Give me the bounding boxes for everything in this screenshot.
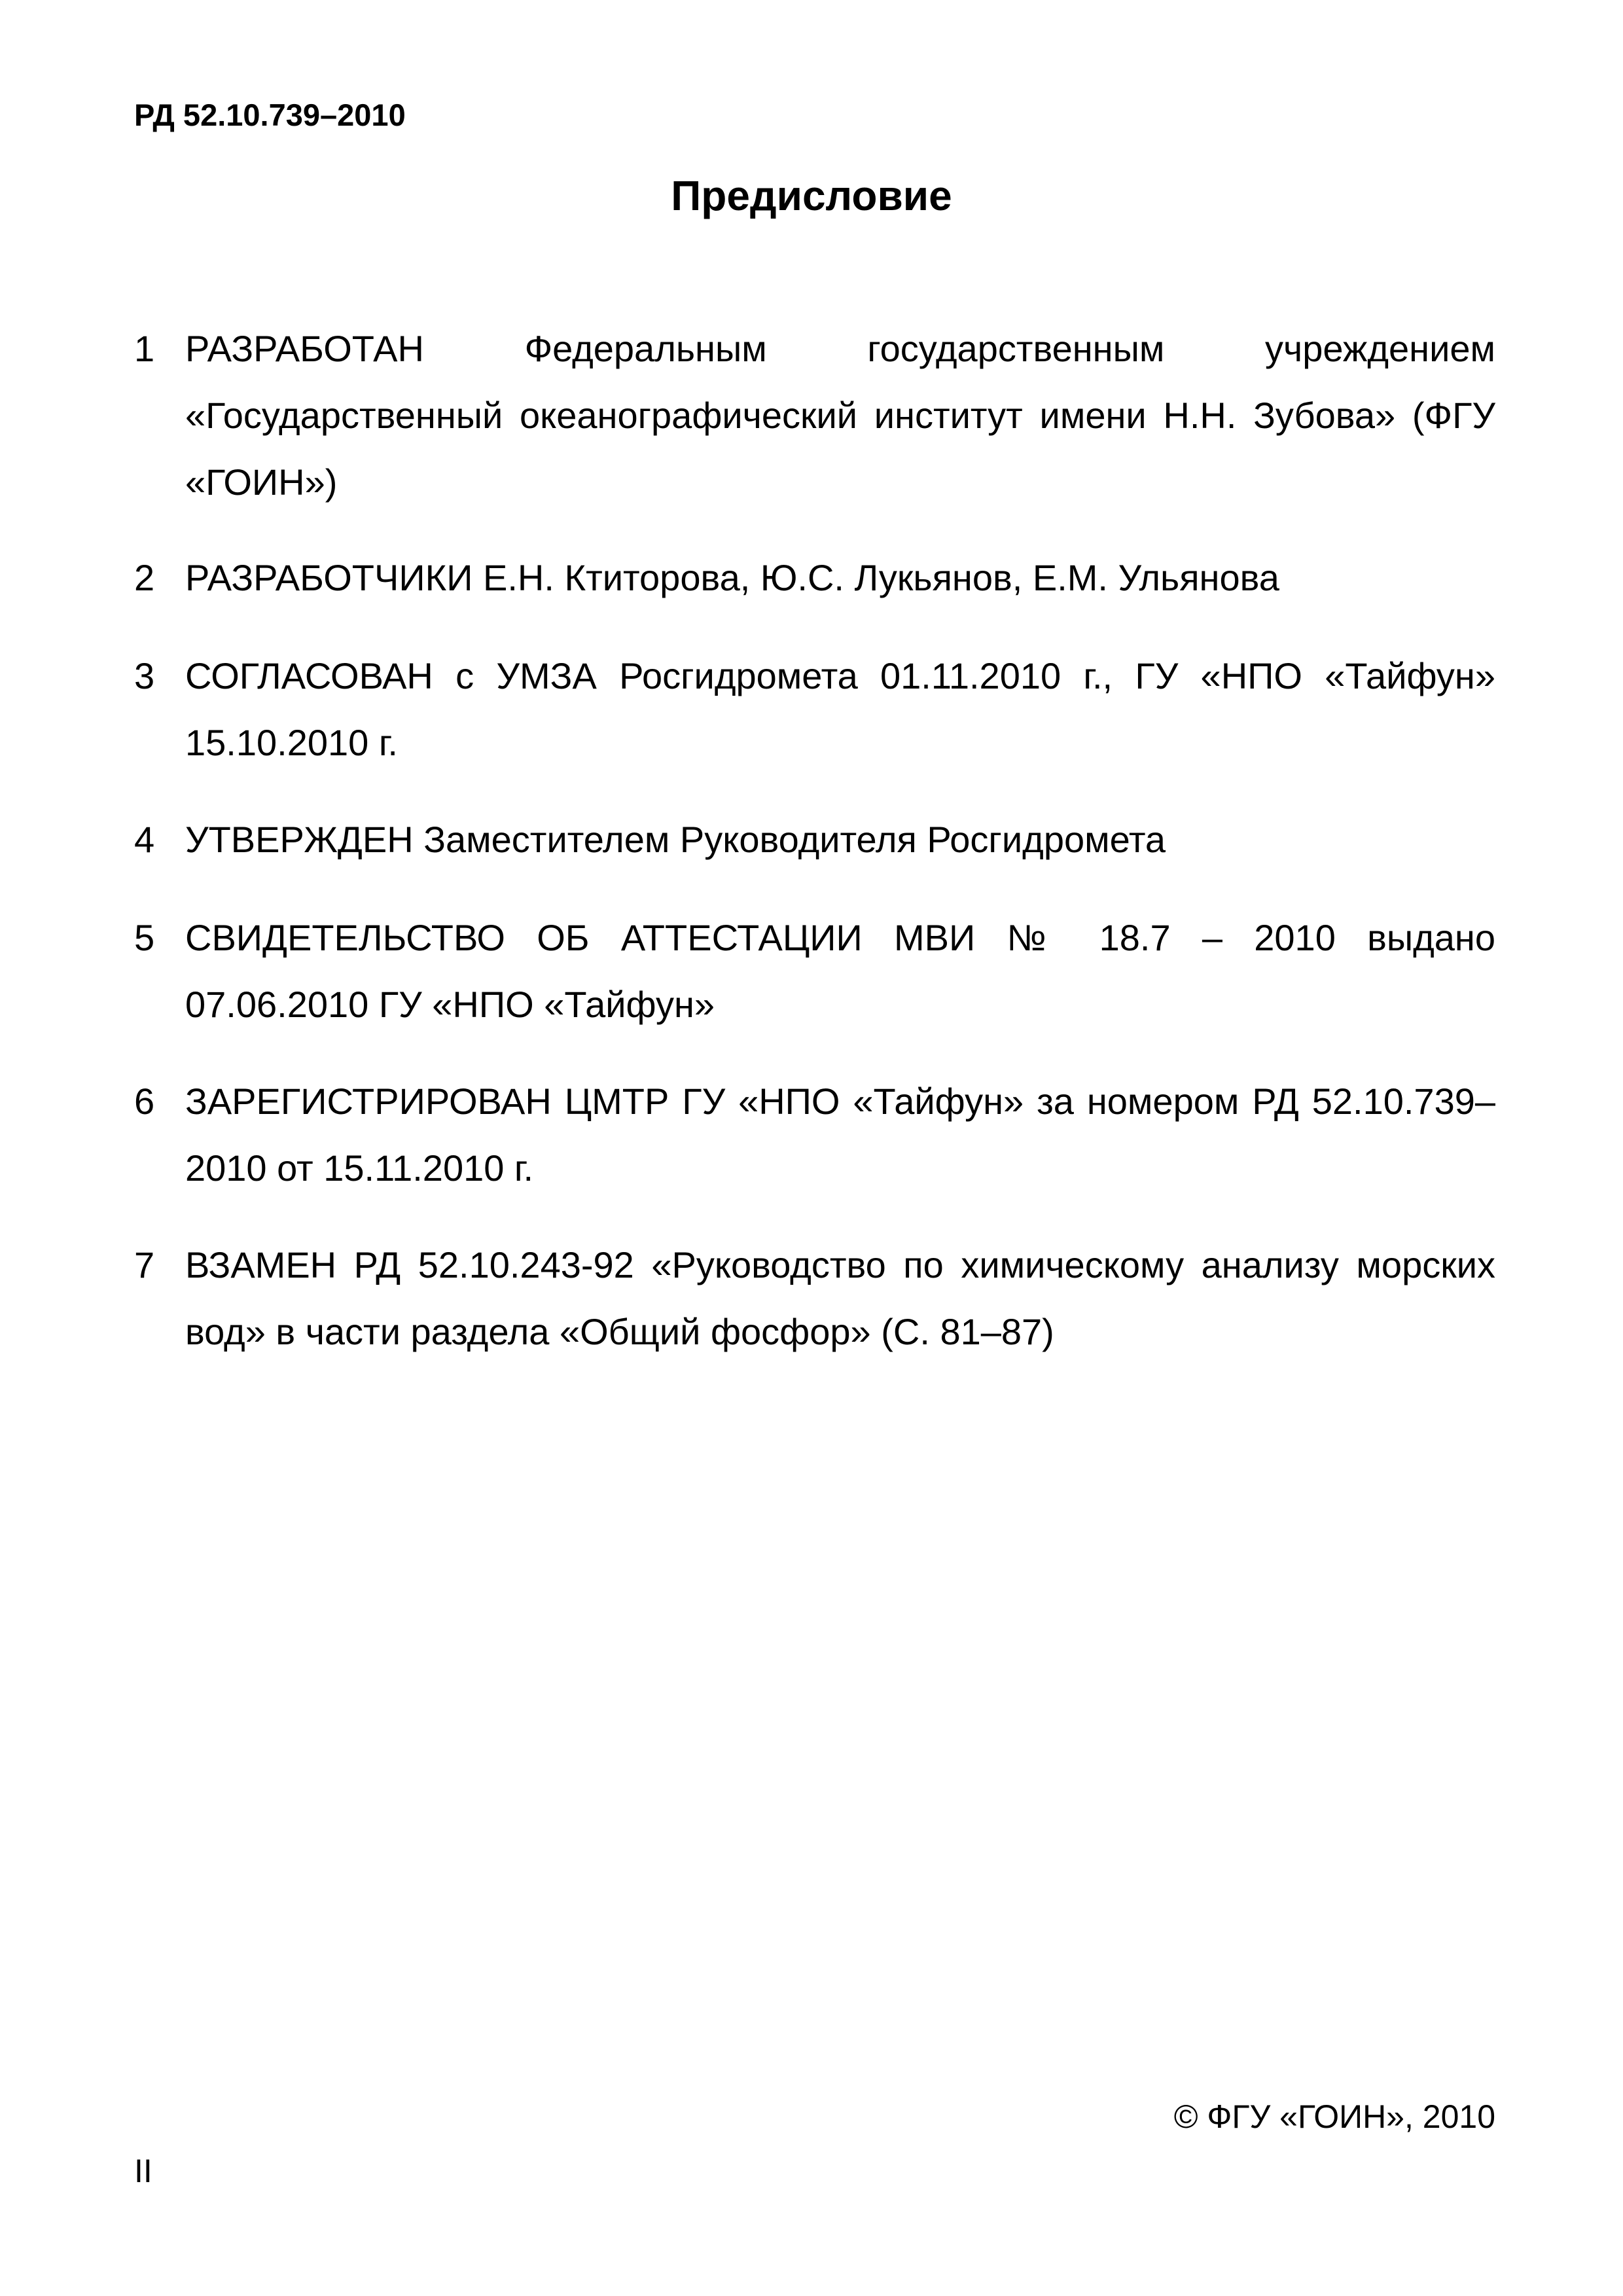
item-text: ВЗАМЕН РД 52.10.243-92 «Руководство по химическому анализу морских вод» в части раздела «Общий фосфор» (С. 81–87) (185, 1244, 1495, 1352)
item-number: 6 (134, 1081, 155, 1122)
item-number: 4 (134, 819, 155, 860)
list-item (134, 643, 1495, 776)
item-text: УТВЕРЖДЕН Заместителем Руководителя Росгидромета (185, 819, 1166, 860)
page-number: II (134, 2153, 152, 2189)
list-item (134, 1232, 1495, 1365)
list-item (134, 1068, 1495, 1202)
document-code: РД 52.10.739–2010 (134, 98, 406, 132)
item-text: СВИДЕТЕЛЬСТВО ОБ АТТЕСТАЦИИ МВИ № 18.7 – 2010 выдано 07.06.2010 ГУ «НПО «Тайфун» (185, 917, 1495, 1025)
list-item (134, 315, 1495, 516)
item-text: РАЗРАБОТАН Федеральным государственным учреждением «Государственный океанографический институт имени Н.Н. Зубова» (ФГУ «ГОИН») (185, 328, 1495, 503)
item-number: 1 (134, 328, 155, 369)
item-text: ЗАРЕГИСТРИРОВАН ЦМТР ГУ «НПО «Тайфун» за номером РД 52.10.739–2010 от 15.11.2010 г. (185, 1081, 1495, 1189)
page-title: Предисловие (671, 172, 952, 219)
item-text: СОГЛАСОВАН с УМЗА Росгидромета 01.11.2010 г., ГУ «НПО «Тайфун» 15.10.2010 г. (185, 655, 1495, 763)
copyright-notice: © ФГУ «ГОИН», 2010 (1173, 2098, 1495, 2135)
item-number: 7 (134, 1244, 155, 1285)
item-number: 5 (134, 917, 155, 958)
item-text: РАЗРАБОТЧИКИ Е.Н. Ктиторова, Ю.С. Лукьянов, Е.М. Ульянова (185, 557, 1279, 598)
item-number: 3 (134, 655, 155, 696)
list-item (134, 545, 1495, 611)
list-item (134, 905, 1495, 1038)
item-number: 2 (134, 557, 155, 598)
list-item (134, 806, 1495, 873)
